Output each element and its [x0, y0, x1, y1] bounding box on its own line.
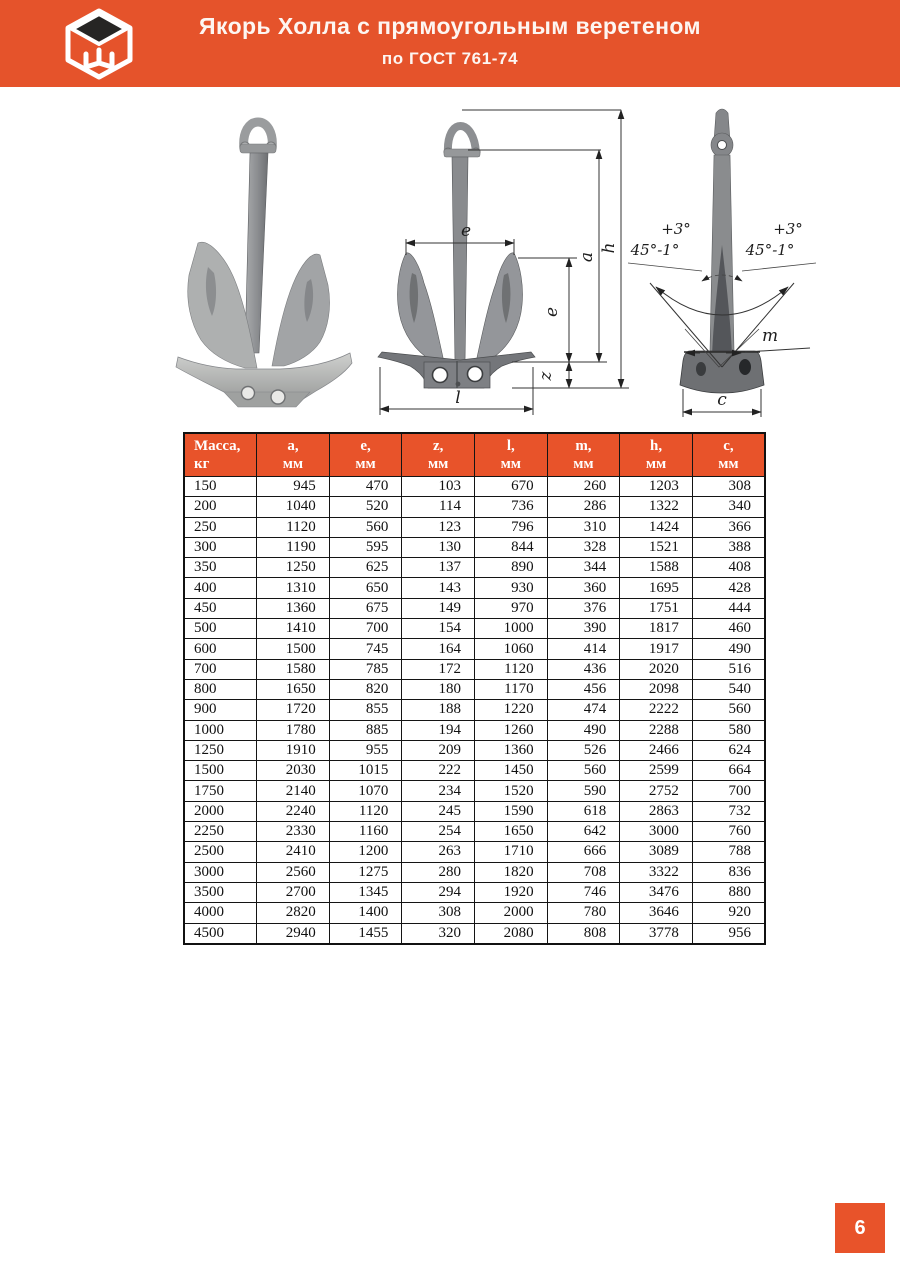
table-row [184, 781, 765, 801]
table-cell: 1650 [257, 679, 330, 699]
table-cell: 1200 [329, 842, 402, 862]
table-cell: 1170 [475, 679, 548, 699]
table-cell: 260 [547, 477, 620, 497]
dim-label-e-top: e [460, 221, 472, 241]
anchor-front-view [378, 110, 629, 415]
table-cell: 1203 [620, 477, 693, 497]
table-row [184, 659, 765, 679]
table-cell: 130 [402, 537, 475, 557]
table-cell: 388 [692, 537, 765, 557]
table-cell: 286 [547, 497, 620, 517]
table-cell: 1120 [257, 517, 330, 537]
table-cell: 294 [402, 882, 475, 902]
table-cell: 1220 [475, 700, 548, 720]
table-cell: 560 [547, 761, 620, 781]
table-cell: 736 [475, 497, 548, 517]
table-cell: 1400 [329, 903, 402, 923]
table-row [184, 761, 765, 781]
table-cell: 450 [184, 598, 257, 618]
table-cell: 1780 [257, 720, 330, 740]
table-row [184, 801, 765, 821]
table-cell: 245 [402, 801, 475, 821]
column-header: m, мм [547, 433, 620, 477]
table-cell: 708 [547, 862, 620, 882]
table-cell: 1120 [475, 659, 548, 679]
table-cell: 1910 [257, 740, 330, 760]
table-cell: 2599 [620, 761, 693, 781]
table-header-row [184, 433, 765, 477]
page-number-badge [835, 1203, 885, 1253]
table-cell: 808 [547, 923, 620, 944]
table-cell: 700 [329, 619, 402, 639]
table-cell: 1160 [329, 822, 402, 842]
table-cell: 234 [402, 781, 475, 801]
table-row [184, 903, 765, 923]
table-cell: 308 [692, 477, 765, 497]
dim-label-h: h [599, 242, 619, 254]
table-cell: 188 [402, 700, 475, 720]
table-cell: 1650 [475, 822, 548, 842]
table-cell: 700 [184, 659, 257, 679]
table-cell: 1588 [620, 558, 693, 578]
table-cell: 836 [692, 862, 765, 882]
table-cell: 844 [475, 537, 548, 557]
column-header: Масса, кг [184, 433, 257, 477]
table-row [184, 822, 765, 842]
table-cell: 263 [402, 842, 475, 862]
table-cell: 1820 [475, 862, 548, 882]
table-cell: 123 [402, 517, 475, 537]
table-cell: 194 [402, 720, 475, 740]
table-cell: 2700 [257, 882, 330, 902]
table-cell: 666 [547, 842, 620, 862]
table-cell: 1751 [620, 598, 693, 618]
table-cell: 2020 [620, 659, 693, 679]
table-cell: 760 [692, 822, 765, 842]
table-cell: 1580 [257, 659, 330, 679]
page-header [0, 0, 900, 87]
table-cell: 788 [692, 842, 765, 862]
table-cell: 328 [547, 537, 620, 557]
table-cell: 436 [547, 659, 620, 679]
table-row [184, 537, 765, 557]
column-header: l, мм [475, 433, 548, 477]
table-cell: 376 [547, 598, 620, 618]
table-cell: 114 [402, 497, 475, 517]
dimensions-table [183, 432, 766, 945]
table-cell: 149 [402, 598, 475, 618]
table-cell: 1410 [257, 619, 330, 639]
table-cell: 1720 [257, 700, 330, 720]
table-cell: 474 [547, 700, 620, 720]
table-cell: 2000 [475, 903, 548, 923]
table-body [184, 477, 765, 944]
table-cell: 3778 [620, 923, 693, 944]
table-cell: 4500 [184, 923, 257, 944]
table-cell: 560 [692, 700, 765, 720]
table-row [184, 882, 765, 902]
table-cell: 300 [184, 537, 257, 557]
table-cell: 344 [547, 558, 620, 578]
table-row [184, 679, 765, 699]
table-cell: 4000 [184, 903, 257, 923]
table-cell: 930 [475, 578, 548, 598]
column-header: a, мм [257, 433, 330, 477]
table-cell: 2080 [475, 923, 548, 944]
table-cell: 1060 [475, 639, 548, 659]
table-cell: 945 [257, 477, 330, 497]
page-number: 6 [854, 1216, 866, 1239]
table-cell: 590 [547, 781, 620, 801]
table-row [184, 639, 765, 659]
table-cell: 890 [475, 558, 548, 578]
table-cell: 137 [402, 558, 475, 578]
table-cell: 3089 [620, 842, 693, 862]
dim-label-m: m [761, 326, 779, 346]
table-cell: 400 [184, 578, 257, 598]
table-cell: 1521 [620, 537, 693, 557]
table-cell: 560 [329, 517, 402, 537]
table-cell: 164 [402, 639, 475, 659]
table-cell: 1275 [329, 862, 402, 882]
table-cell: 1520 [475, 781, 548, 801]
table-cell: 408 [692, 558, 765, 578]
table-cell: 1695 [620, 578, 693, 598]
table-cell: 1345 [329, 882, 402, 902]
table-cell: 3646 [620, 903, 693, 923]
table-cell: 1500 [184, 761, 257, 781]
table-cell: 1455 [329, 923, 402, 944]
anchor-side-view [628, 109, 816, 417]
angle-label-45-left: 45°-1° [630, 241, 680, 259]
table-cell: 250 [184, 517, 257, 537]
table-cell: 310 [547, 517, 620, 537]
table-cell: 444 [692, 598, 765, 618]
table-cell: 900 [184, 700, 257, 720]
table-cell: 366 [692, 517, 765, 537]
table-cell: 1817 [620, 619, 693, 639]
dim-label-a: a [577, 251, 597, 263]
table-cell: 2288 [620, 720, 693, 740]
angle-label-plus3-left: +3° [661, 220, 691, 238]
table-row [184, 862, 765, 882]
table-cell: 800 [184, 679, 257, 699]
table-cell: 920 [692, 903, 765, 923]
table-cell: 526 [547, 740, 620, 760]
anchor-drawings [0, 95, 900, 435]
table-cell: 414 [547, 639, 620, 659]
table-cell: 1310 [257, 578, 330, 598]
table-cell: 1360 [257, 598, 330, 618]
column-header: h, мм [620, 433, 693, 477]
table-row [184, 598, 765, 618]
table-cell: 1450 [475, 761, 548, 781]
table-cell: 308 [402, 903, 475, 923]
table-cell: 428 [692, 578, 765, 598]
table-row [184, 578, 765, 598]
angle-label-plus3-right: +3° [773, 220, 803, 238]
table-cell: 624 [692, 740, 765, 760]
table-cell: 456 [547, 679, 620, 699]
table-cell: 1360 [475, 740, 548, 760]
table-cell: 2560 [257, 862, 330, 882]
column-header: c, мм [692, 433, 765, 477]
table-cell: 1424 [620, 517, 693, 537]
table-cell: 280 [402, 862, 475, 882]
table-cell: 700 [692, 781, 765, 801]
column-header: e, мм [329, 433, 402, 477]
column-header: z, мм [402, 433, 475, 477]
table-cell: 600 [184, 639, 257, 659]
table-cell: 490 [692, 639, 765, 659]
table-cell: 1000 [475, 619, 548, 639]
table-cell: 540 [692, 679, 765, 699]
table-row [184, 558, 765, 578]
table-cell: 2500 [184, 842, 257, 862]
table-cell: 955 [329, 740, 402, 760]
table-cell: 785 [329, 659, 402, 679]
table-cell: 390 [547, 619, 620, 639]
table-cell: 1000 [184, 720, 257, 740]
table-cell: 516 [692, 659, 765, 679]
table-cell: 2000 [184, 801, 257, 821]
table-cell: 143 [402, 578, 475, 598]
table-row [184, 497, 765, 517]
table-cell: 1015 [329, 761, 402, 781]
table-row [184, 619, 765, 639]
table-cell: 625 [329, 558, 402, 578]
table-cell: 595 [329, 537, 402, 557]
table-cell: 254 [402, 822, 475, 842]
table-cell: 1500 [257, 639, 330, 659]
table-cell: 2222 [620, 700, 693, 720]
table-cell: 1590 [475, 801, 548, 821]
table-row [184, 923, 765, 944]
table-cell: 500 [184, 619, 257, 639]
page-subtitle: по ГОСТ 761-74 [381, 49, 519, 68]
table-cell: 209 [402, 740, 475, 760]
anchor-3d-view [176, 122, 352, 407]
table-cell: 2250 [184, 822, 257, 842]
table-cell: 618 [547, 801, 620, 821]
table-cell: 150 [184, 477, 257, 497]
table-cell: 180 [402, 679, 475, 699]
table-cell: 470 [329, 477, 402, 497]
table-cell: 2098 [620, 679, 693, 699]
table-row [184, 720, 765, 740]
table-cell: 1250 [184, 740, 257, 760]
table-cell: 154 [402, 619, 475, 639]
table-cell: 1260 [475, 720, 548, 740]
dim-label-e-side: e [542, 306, 562, 318]
table-cell: 2820 [257, 903, 330, 923]
table-cell: 732 [692, 801, 765, 821]
dim-label-z: z [536, 371, 556, 381]
table-cell: 320 [402, 923, 475, 944]
table-cell: 172 [402, 659, 475, 679]
table-cell: 350 [184, 558, 257, 578]
table-cell: 1040 [257, 497, 330, 517]
table-cell: 460 [692, 619, 765, 639]
table-cell: 2863 [620, 801, 693, 821]
page-title: Якорь Холла с прямоугольным веретеном [199, 13, 701, 39]
table-cell: 1322 [620, 497, 693, 517]
table-cell: 490 [547, 720, 620, 740]
table-cell: 2240 [257, 801, 330, 821]
table-cell: 103 [402, 477, 475, 497]
table-cell: 664 [692, 761, 765, 781]
table-cell: 820 [329, 679, 402, 699]
angle-label-45-right: 45°-1° [745, 241, 795, 259]
dim-label-l: l [455, 388, 461, 408]
table-cell: 670 [475, 477, 548, 497]
table-cell: 3322 [620, 862, 693, 882]
table-cell: 580 [692, 720, 765, 740]
table-cell: 1120 [329, 801, 402, 821]
table-cell: 642 [547, 822, 620, 842]
dim-label-c: c [717, 390, 727, 410]
table-cell: 3000 [620, 822, 693, 842]
table-cell: 1750 [184, 781, 257, 801]
table-cell: 360 [547, 578, 620, 598]
table-cell: 1920 [475, 882, 548, 902]
table-cell: 675 [329, 598, 402, 618]
table-cell: 3476 [620, 882, 693, 902]
table-cell: 2410 [257, 842, 330, 862]
table-cell: 650 [329, 578, 402, 598]
table-cell: 956 [692, 923, 765, 944]
table-row [184, 477, 765, 497]
table-cell: 745 [329, 639, 402, 659]
table-cell: 2330 [257, 822, 330, 842]
table-row [184, 740, 765, 760]
table-cell: 880 [692, 882, 765, 902]
table-cell: 1190 [257, 537, 330, 557]
table-row [184, 842, 765, 862]
table-cell: 520 [329, 497, 402, 517]
table-cell: 1917 [620, 639, 693, 659]
table-cell: 780 [547, 903, 620, 923]
table-cell: 222 [402, 761, 475, 781]
table-cell: 1710 [475, 842, 548, 862]
table-cell: 1070 [329, 781, 402, 801]
table-row [184, 700, 765, 720]
table-cell: 340 [692, 497, 765, 517]
table-cell: 2140 [257, 781, 330, 801]
table-row [184, 517, 765, 537]
table-cell: 200 [184, 497, 257, 517]
table-cell: 885 [329, 720, 402, 740]
table-cell: 1250 [257, 558, 330, 578]
table-cell: 746 [547, 882, 620, 902]
table-cell: 855 [329, 700, 402, 720]
table-cell: 2752 [620, 781, 693, 801]
table-cell: 796 [475, 517, 548, 537]
table-cell: 2466 [620, 740, 693, 760]
table-cell: 2030 [257, 761, 330, 781]
table-cell: 970 [475, 598, 548, 618]
table-cell: 3500 [184, 882, 257, 902]
table-cell: 3000 [184, 862, 257, 882]
table-cell: 2940 [257, 923, 330, 944]
